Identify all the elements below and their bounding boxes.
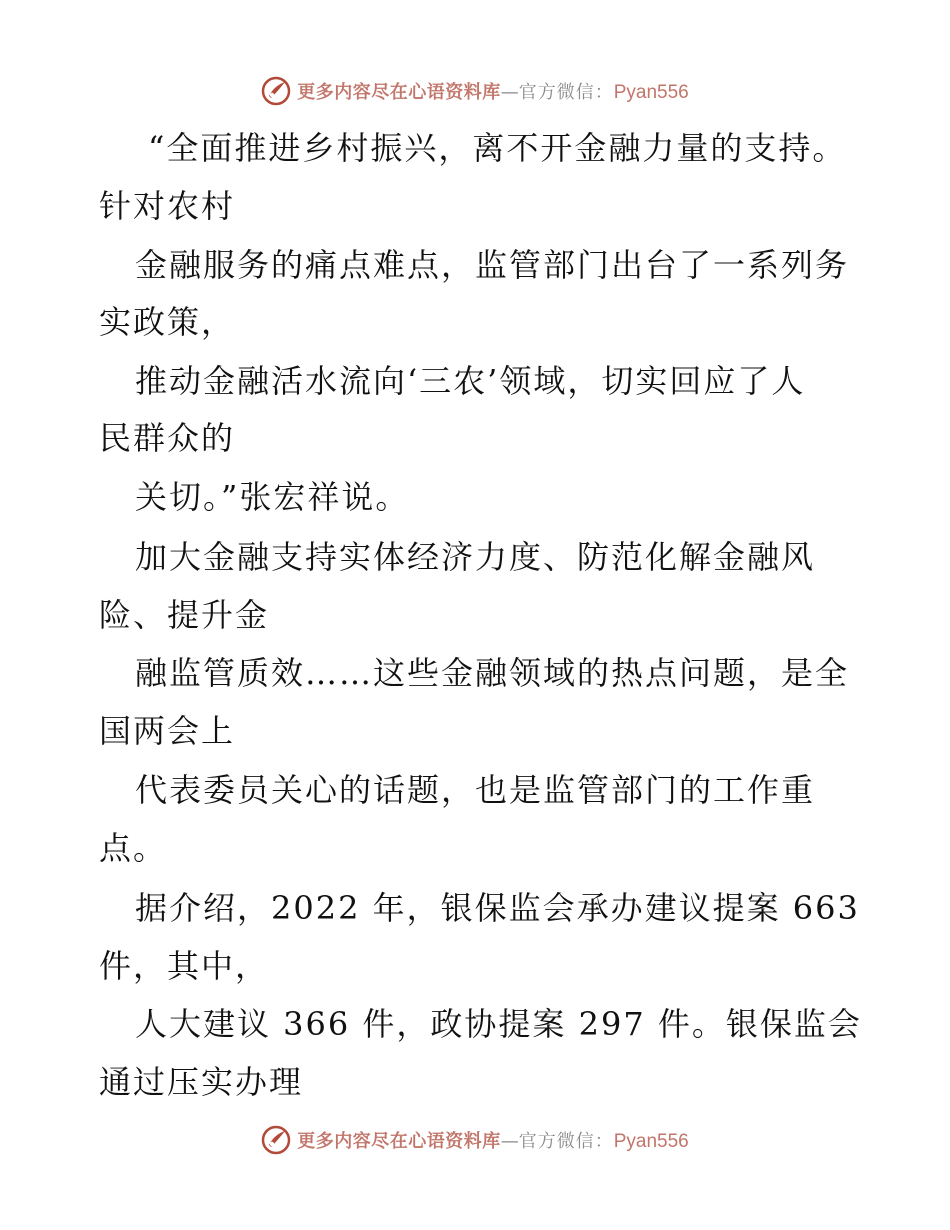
watermark-wechat-label: 官方微信： xyxy=(518,1131,614,1152)
paragraph-3-line-2: 民群众的 xyxy=(99,419,236,457)
paragraph-6-line-2: 国两会上 xyxy=(99,712,236,750)
paragraph-5-line-2: 险、提升金 xyxy=(99,596,270,634)
brand-logo-icon xyxy=(261,1125,291,1155)
paragraph-7-line-1: 代表委员关心的话题，也是监管部门的工作重 xyxy=(135,771,816,809)
paragraph-2-line-2: 实政策， xyxy=(99,303,236,341)
paragraph-8-line-1: 据介绍，2022 年，银保监会承办建议提案 663 xyxy=(135,889,860,927)
watermark-dash: — xyxy=(500,1131,519,1152)
watermark-brand: 更多内容尽在心语资料库 xyxy=(297,1131,501,1152)
paragraph-9-line-2: 通过压实办理 xyxy=(99,1063,304,1101)
paragraph-4-line-1: 关切。”张宏祥说。 xyxy=(135,478,410,516)
paragraph-9-line-1: 人大建议 366 件，政协提案 297 件。银保监会 xyxy=(135,1005,862,1043)
paragraph-1-line-1: “全面推进乡村振兴，离不开金融力量的支持。 xyxy=(148,129,847,167)
watermark-wechat-id: Pyan556 xyxy=(613,1131,689,1152)
watermark-text xyxy=(297,1127,689,1153)
watermark-wechat-label: 官方微信： xyxy=(518,82,614,103)
paragraph-2-line-1: 金融服务的痛点难点，监管部门出台了一系列务 xyxy=(135,246,850,284)
paragraph-1-line-2: 针对农村 xyxy=(99,187,236,225)
watermark-brand: 更多内容尽在心语资料库 xyxy=(297,82,501,103)
footer-watermark xyxy=(0,1123,950,1157)
paragraph-5-line-1: 加大金融支持实体经济力度、防范化解金融风 xyxy=(135,538,816,576)
paragraph-8-line-2: 件，其中， xyxy=(99,947,270,985)
paragraph-6-line-1: 融监管质效……这些金融领域的热点问题，是全 xyxy=(135,654,850,692)
paragraph-7-line-2: 点。 xyxy=(99,829,168,867)
watermark-wechat-id: Pyan556 xyxy=(613,82,689,103)
watermark-dash: — xyxy=(500,82,519,103)
paragraph-3-line-1: 推动金融活水流向‘三农’领域，切实回应了人 xyxy=(135,362,806,400)
